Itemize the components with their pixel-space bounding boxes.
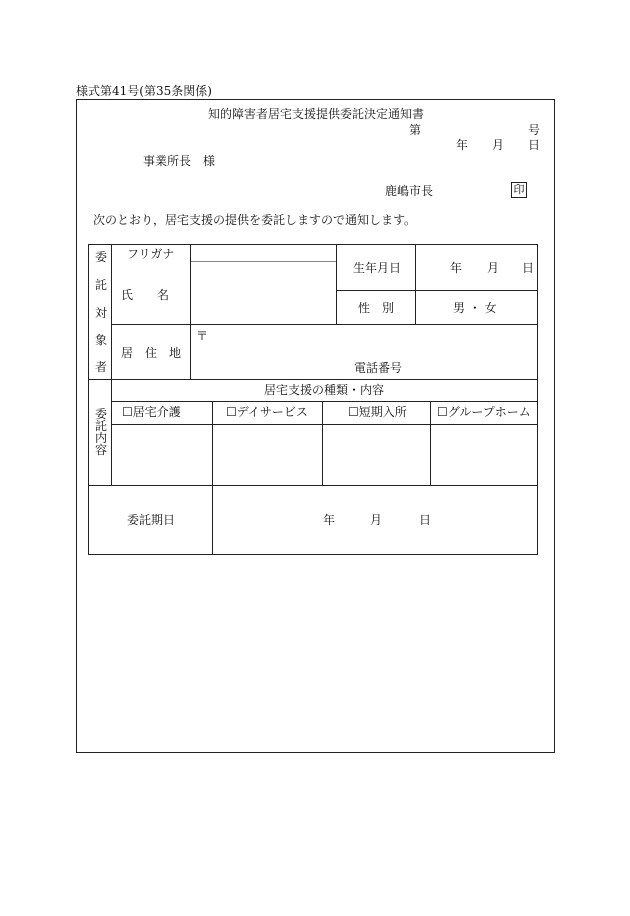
content-label-2: 託 [95,419,108,433]
recipient: 事業所長 様 [143,154,216,168]
seal-mark: 印 [511,182,527,198]
document-title: 知的障害者居宅支援提供委託決定通知書 [207,107,425,121]
name-label: 氏 名 [121,288,170,302]
content-label-4: 容 [95,443,108,457]
content-label-3: 内 [95,431,108,445]
birth-day: 日 [522,261,535,275]
date-day: 日 [528,138,541,152]
date-year: 年 [456,138,469,152]
number-go: 号 [528,123,541,137]
postal-mark: 〒 [196,329,209,343]
service-type-home-care: ☐居宅介護 [122,405,181,419]
birthdate-label: 生年月日 [353,261,402,275]
sex-label: 性 別 [358,301,395,315]
phone-label: 電話番号 [354,361,403,375]
period-month: 月 [370,513,383,527]
target-label-3: 対 [95,306,108,320]
address-label: 居 住 地 [121,346,182,360]
number-dai: 第 [409,123,422,137]
intro-text: 次のとおり，居宅支援の提供を委託しますので通知します。 [93,213,417,227]
content-header: 居宅支援の種類・内容 [263,383,385,397]
service-type-day-service: ☐デイサービス [226,405,308,419]
sex-value: 男 ・ 女 [453,301,497,315]
service-type-short-stay: ☐短期入所 [348,405,407,419]
content-label-1: 委 [95,407,108,421]
form-number: 様式第41号(第35条関係) [76,84,212,98]
issuer: 鹿嶋市長 [385,184,434,198]
service-type-group-home: ☐グループホーム [437,405,531,419]
target-label-4: 象 [95,333,108,347]
form-frame [76,99,555,753]
target-label-5: 者 [95,360,108,374]
birth-month: 月 [487,261,500,275]
period-year: 年 [323,513,336,527]
furigana-label: フリガナ [127,247,175,261]
target-label-1: 委 [95,250,108,264]
period-label: 委託期日 [127,513,176,527]
period-day: 日 [419,513,432,527]
date-month: 月 [492,138,505,152]
target-label-2: 託 [95,278,108,292]
birth-year: 年 [450,261,463,275]
